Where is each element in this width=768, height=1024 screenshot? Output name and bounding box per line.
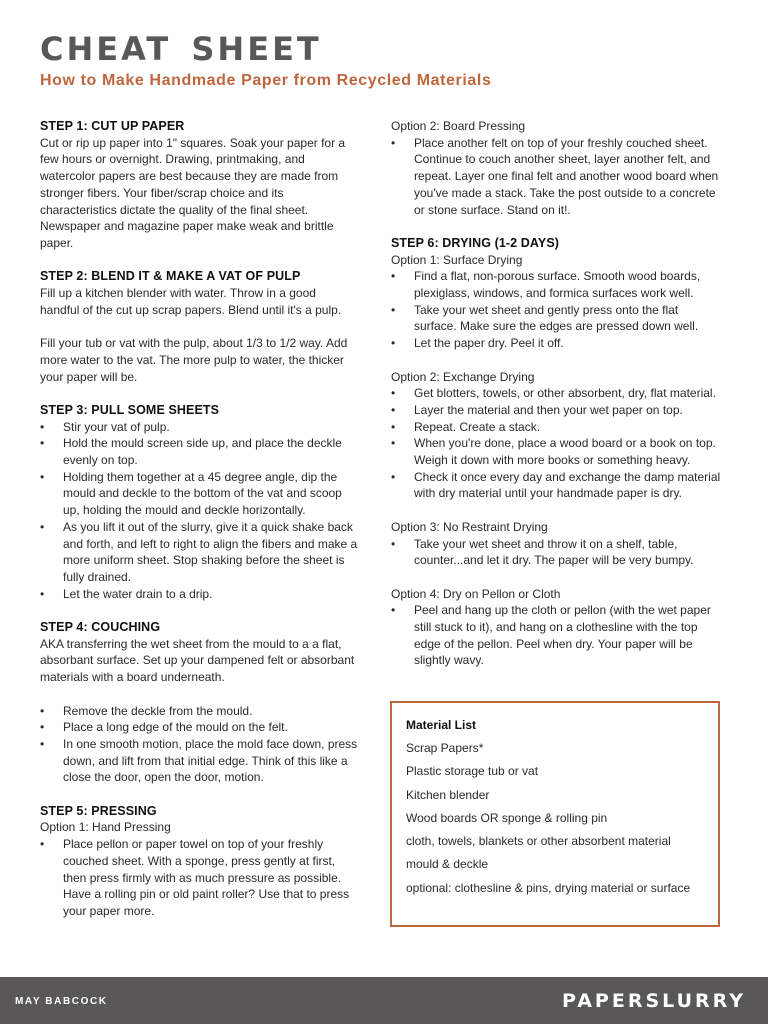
right-column	[391, 118, 724, 669]
list-item: • Check it once every day and exchange the damp material with dry material until your handmade paper is dry.	[391, 469, 724, 502]
step6-option4-label: Option 4: Dry on Pellon or Cloth	[391, 586, 561, 601]
step2-text-2: Fill your tub or vat with the pulp, about 1/3 to 1/2 way. Add more water to the vat. The more pulp to water, the thicker your paper will be.	[40, 336, 348, 384]
list-item: • Place another felt on top of your freshly couched sheet. Continue to couch another sheet, layer another felt, and repeat. Layer one final felt and another wood board when you've made a stack. Take the post outside to a concrete or stone surface. Stand on it!.	[391, 135, 724, 219]
material-list-heading: Material List	[406, 718, 477, 732]
list-item: • Remove the deckle from the mould.	[40, 703, 358, 720]
step4-heading: STEP 4: COUCHING	[40, 620, 161, 635]
list-item: • Holding them together at a 45 degree angle, dip the mould and deckle to the bottom of the vat and scoop up, holding the mould and deckle horizontally.	[40, 469, 358, 519]
step6-option2-list	[391, 385, 724, 502]
list-item: • When you're done, place a wood board or a book on top. Weigh it down with more books or something heavy.	[391, 435, 724, 468]
list-item: • As you lift it out of the slurry, give it a quick shake back and forth, and left to right to align the fibers and make a more uniform sheet. Stop shaking before the sheet is fully drained.	[40, 519, 358, 586]
step3-heading: STEP 3: PULL SOME SHEETS	[40, 402, 220, 417]
step6-option3-list	[391, 536, 724, 569]
list-item: • Repeat. Create a stack.	[391, 419, 724, 436]
footer-bar	[0, 977, 768, 1024]
list-item: • Place pellon or paper towel on top of your freshly couched sheet. With a sponge, press gently at first, then press firmly with as much pressure as possible. Have a rolling pin or old paint roller? Use that to press your paper more.	[40, 836, 358, 920]
step6-option1-label: Option 1: Surface Drying	[391, 252, 523, 267]
material-item: Kitchen blender	[406, 787, 490, 802]
list-item: • Hold the mould screen side up, and place the deckle evenly on top.	[40, 435, 358, 468]
step6-option1-list	[391, 268, 724, 352]
list-item: • Let the paper dry. Peel it off.	[391, 335, 724, 352]
step2-text-1: Fill up a kitchen blender with water. Throw in a good handful of the cut up scrap papers. Blend until it's a pulp.	[40, 286, 342, 317]
left-column	[40, 118, 358, 920]
list-item: • Place a long edge of the mould on the felt.	[40, 719, 358, 736]
material-list-box	[390, 701, 720, 927]
list-item: • Let the water drain to a drip.	[40, 586, 358, 603]
list-item: • Find a flat, non-porous surface. Smooth wood boards, plexiglass, windows, and formica surfaces work well.	[391, 268, 724, 301]
list-item: • Stir your vat of pulp.	[40, 419, 358, 436]
list-item: • In one smooth motion, place the mold face down, press down, and lift from that initial edge. Think of this like a close the door, open the door, motion.	[40, 736, 358, 786]
footer-brand-logo: PAPERSLURRY	[562, 990, 746, 1012]
material-item: mould & deckle	[406, 857, 489, 872]
footer-author: MAY BABCOCK	[15, 996, 108, 1007]
page-title: CHEAT SHEET	[40, 30, 322, 68]
step5-option1-label: Option 1: Hand Pressing	[40, 820, 171, 835]
step5-option2-label: Option 2: Board Pressing	[391, 119, 526, 133]
step5-heading: STEP 5: PRESSING	[40, 803, 157, 818]
material-item: cloth, towels, blankets or other absorbent material	[406, 834, 671, 849]
step6-option4-list	[391, 602, 724, 669]
material-item: optional: clothesline & pins, drying material or surface	[406, 880, 691, 895]
step2-heading: STEP 2: BLEND IT & MAKE A VAT OF PULP	[40, 269, 301, 284]
material-item: Scrap Papers*	[406, 741, 484, 755]
step5-list	[40, 836, 358, 920]
list-item: • Get blotters, towels, or other absorbent, dry, flat material.	[391, 385, 724, 402]
step5-option2-list	[391, 135, 724, 219]
step6-option2-label: Option 2: Exchange Drying	[391, 369, 535, 384]
list-item: • Take your wet sheet and throw it on a shelf, table, counter...and let it dry. The paper will be very bumpy.	[391, 536, 724, 569]
step4-text: AKA transferring the wet sheet from the mould to a a flat, absorbant surface. Set up your dampened felt or absorbant materials with a board underneath.	[40, 636, 355, 685]
step1-heading: STEP 1: CUT UP PAPER	[40, 119, 185, 133]
step3-list	[40, 419, 358, 603]
list-item: • Peel and hang up the cloth or pellon (with the wet paper still stuck to it), and hang on a clothesline with the top edge of the pellon. Peel when dry. Your paper will be slightly wavy.	[391, 602, 724, 669]
step4-list	[40, 703, 358, 787]
step6-option3-label: Option 3: No Restraint Drying	[391, 519, 548, 534]
step6-heading: STEP 6: DRYING (1-2 DAYS)	[391, 235, 560, 250]
list-item: • Layer the material and then your wet paper on top.	[391, 402, 724, 419]
material-item: Wood boards OR sponge & rolling pin	[406, 810, 608, 825]
material-item: Plastic storage tub or vat	[406, 764, 539, 779]
step1-text: Cut or rip up paper into 1" squares. Soak your paper for a few hours or overnight. Drawing, printmaking, and watercolor papers are best because they are made from stronger fibers. Your fiber/scrap choice and its characteristics dictate the quality of the final sheet. Newspaper and magazine paper make weak and brittle paper.	[40, 135, 346, 250]
page-subtitle: How to Make Handmade Paper from Recycled Materials	[40, 72, 492, 89]
list-item: • Take your wet sheet and gently press onto the flat surface. Make sure the edges are pressed down well.	[391, 302, 724, 335]
